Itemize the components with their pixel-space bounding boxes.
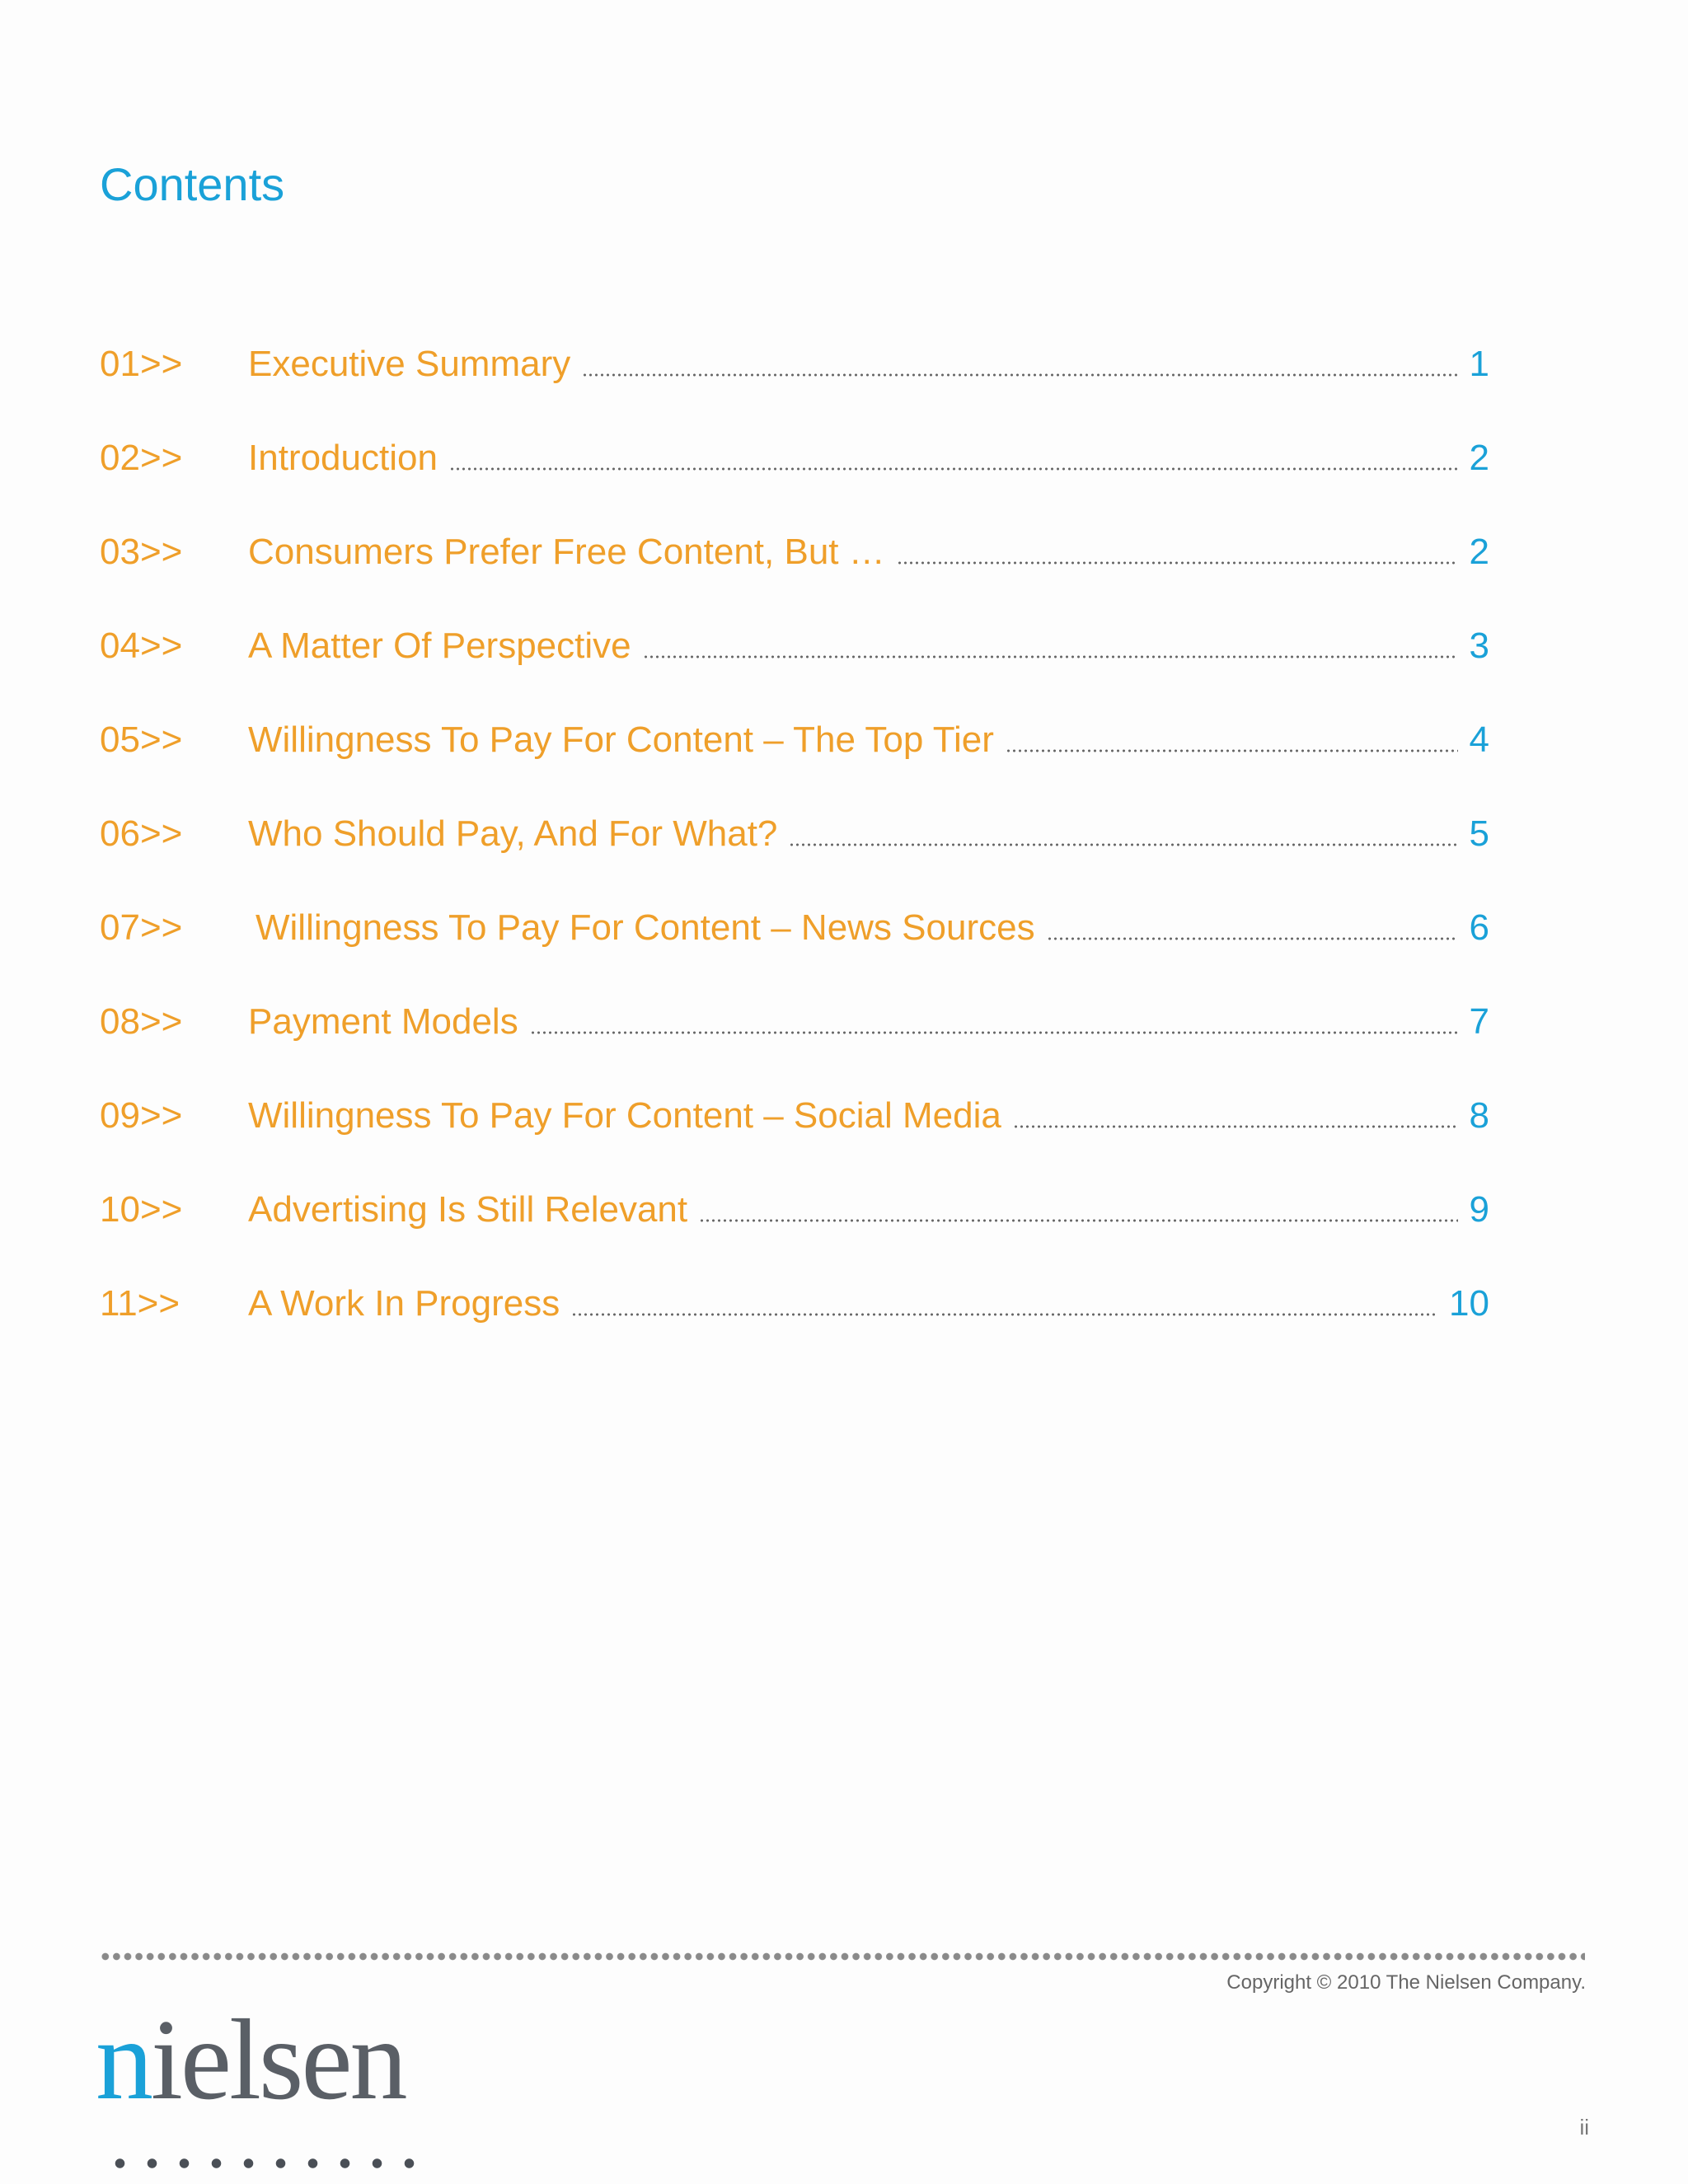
toc-row[interactable] [100, 991, 1489, 1085]
nielsen-logo [96, 1996, 406, 2124]
dot-leader [449, 467, 1458, 471]
toc-label[interactable]: A Work In Progress [248, 1283, 560, 1324]
toc-page-number[interactable]: 3 [1469, 626, 1489, 666]
toc-row[interactable] [100, 616, 1489, 710]
page-number: ii [1579, 2115, 1589, 2139]
toc-number: 08>> [100, 1001, 183, 1042]
dot-leader [1047, 937, 1458, 940]
toc-page-number[interactable]: 5 [1469, 813, 1489, 854]
table-of-contents [100, 334, 1489, 1367]
toc-page-number[interactable]: 1 [1469, 344, 1489, 384]
toc-entry [248, 898, 1489, 958]
toc-entry [248, 804, 1489, 865]
toc-number: 10>> [100, 1189, 183, 1230]
toc-row[interactable] [100, 1085, 1489, 1179]
toc-number: 09>> [100, 1095, 183, 1136]
toc-number: 03>> [100, 532, 183, 572]
toc-entry [248, 616, 1489, 677]
dot-leader [1006, 749, 1458, 752]
toc-page-number[interactable]: 7 [1469, 1001, 1489, 1042]
toc-number: 07>> [100, 907, 183, 948]
toc-page-number[interactable]: 8 [1469, 1095, 1489, 1136]
toc-label[interactable]: Payment Models [248, 1001, 518, 1042]
toc-number: 01>> [100, 344, 183, 384]
toc-entry [248, 1273, 1489, 1334]
toc-row[interactable] [100, 710, 1489, 804]
dot-leader [643, 655, 1458, 658]
toc-entry [248, 1179, 1489, 1240]
toc-entry [248, 522, 1489, 583]
toc-number: 06>> [100, 813, 183, 854]
toc-row[interactable] [100, 1179, 1489, 1273]
toc-label[interactable]: Introduction [248, 438, 438, 478]
dot-leader [789, 843, 1457, 846]
dot-leader [582, 373, 1457, 377]
toc-label[interactable]: Advertising Is Still Relevant [248, 1189, 688, 1230]
dot-leader [571, 1313, 1437, 1316]
toc-label[interactable]: A Matter Of Perspective [248, 626, 631, 666]
toc-label[interactable]: Willingness To Pay For Content – The Top Tier [248, 719, 994, 760]
toc-entry [248, 710, 1489, 771]
toc-number: 05>> [100, 719, 183, 760]
toc-label[interactable]: Willingness To Pay For Content – Social Media [248, 1095, 1001, 1136]
toc-number: 02>> [100, 438, 183, 478]
logo-wordmark: ielsen [151, 1996, 406, 2124]
toc-number: 11>> [100, 1283, 181, 1324]
logo-accent-letter: n [96, 1996, 151, 2124]
toc-page-number[interactable]: 6 [1469, 907, 1489, 948]
toc-entry [248, 1085, 1489, 1146]
toc-page-number[interactable]: 2 [1469, 438, 1489, 478]
toc-number: 04>> [100, 626, 183, 666]
toc-entry [248, 991, 1489, 1052]
toc-label[interactable]: Who Should Pay, And For What? [248, 813, 778, 854]
dot-leader [897, 561, 1458, 565]
logo-dot-row-icon [104, 2158, 434, 2169]
toc-row[interactable] [100, 334, 1489, 428]
dot-leader [699, 1219, 1457, 1222]
toc-row[interactable] [100, 428, 1489, 522]
toc-label[interactable]: Executive Summary [248, 344, 571, 384]
toc-page-number[interactable]: 10 [1449, 1283, 1489, 1324]
toc-row[interactable] [100, 1273, 1489, 1367]
dot-leader [530, 1031, 1458, 1034]
toc-entry [248, 428, 1489, 489]
footer-dotted-divider [100, 1952, 1585, 1961]
toc-page-number[interactable]: 4 [1469, 719, 1489, 760]
dot-leader [1013, 1125, 1458, 1128]
toc-page-number[interactable]: 2 [1469, 532, 1489, 572]
toc-label[interactable]: Consumers Prefer Free Content, But … [248, 532, 885, 572]
toc-row[interactable] [100, 898, 1489, 991]
page-title: Contents [100, 158, 285, 210]
toc-row[interactable] [100, 804, 1489, 898]
toc-page-number[interactable]: 9 [1469, 1189, 1489, 1230]
toc-label[interactable]: Willingness To Pay For Content – News Sources [256, 907, 1035, 948]
copyright-notice: Copyright © 2010 The Nielsen Company. [1226, 1971, 1586, 1994]
toc-entry [248, 334, 1489, 395]
toc-row[interactable] [100, 522, 1489, 616]
